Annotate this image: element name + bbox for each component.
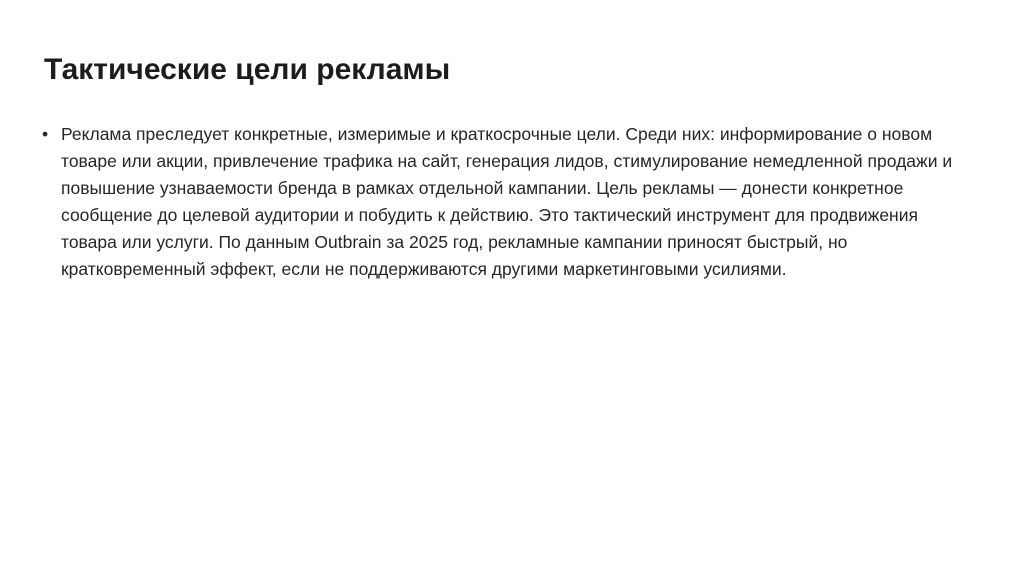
- bullet-marker: •: [42, 124, 49, 144]
- bullet-list: [42, 121, 972, 283]
- bullet-item: [42, 121, 972, 283]
- bullet-text: Реклама преследует конкретные, измеримые и краткосрочные цели. Среди них: информирование о новом товаре или акции, привлечение трафика на сайт, генерация лидов, стимулирование немедленной продажи и повышение узнаваемости бренда в рамках отдельной кампании. Цель рекламы — донести конкретное сообщение до целевой аудитории и побудить к действию. Это тактический инструмент для продвижения товара или услуги. По данным Outbrain за 2025 год, рекламные кампании приносят быстрый, но кратковременный эффект, если не поддерживаются другими маркетинговыми усилиями.: [61, 124, 953, 279]
- slide-title: Тактические цели рекламы: [44, 53, 451, 86]
